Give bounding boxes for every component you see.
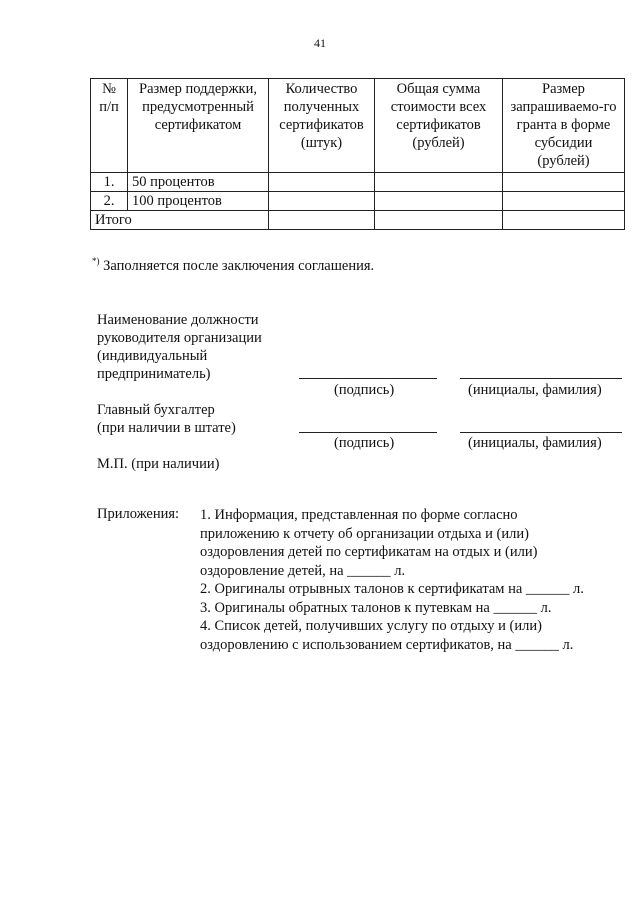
accountant-name-caption: (инициалы, фамилия) bbox=[468, 435, 602, 451]
header-total-cost: Общая сумма стоимости всех сертификатов (рублей) bbox=[375, 79, 503, 173]
row-support-size: 50 процентов bbox=[128, 173, 269, 192]
grant-table bbox=[90, 78, 625, 230]
accountant-label bbox=[97, 401, 236, 437]
table-row bbox=[91, 192, 625, 211]
head-position-label bbox=[97, 311, 262, 383]
row-grant-cell bbox=[503, 192, 625, 211]
head-label-line: предприниматель) bbox=[97, 366, 211, 382]
head-name-line bbox=[460, 378, 622, 379]
page-number: 41 bbox=[314, 36, 326, 50]
appendix-line: приложению к отчету об организации отдыха и (или) bbox=[200, 525, 529, 542]
head-label-line: руководителя организации bbox=[97, 330, 262, 346]
table-row bbox=[91, 173, 625, 192]
header-certificate-count: Количество полученных сертификатов (штук) bbox=[269, 79, 375, 173]
accountant-label-line: Главный бухгалтер bbox=[97, 402, 215, 418]
total-count-cell bbox=[269, 211, 375, 230]
appendix-line: 4. Список детей, получивших услугу по отдыху и (или) bbox=[200, 618, 542, 634]
header-support-size: Размер поддержки, предусмотренный сертификатом bbox=[128, 79, 269, 173]
row-cost-cell bbox=[375, 192, 503, 211]
appendices-label: Приложения: bbox=[97, 506, 180, 522]
row-cost-cell bbox=[375, 173, 503, 192]
total-grant-cell bbox=[503, 211, 625, 230]
head-signature-caption: (подпись) bbox=[334, 382, 395, 398]
appendices-list bbox=[200, 506, 620, 654]
appendix-line: оздоровлению с использованием сертификатов, на ______ л. bbox=[200, 636, 574, 653]
accountant-label-line: (при наличии в штате) bbox=[97, 420, 236, 436]
appendix-line: оздоровление детей, на ______ л. bbox=[200, 562, 406, 579]
table-total-row bbox=[91, 211, 625, 230]
head-label-line: (индивидуальный bbox=[97, 348, 208, 364]
appendix-line: оздоровления детей по сертификатам на отдых и (или) bbox=[200, 544, 538, 560]
header-number: № п/п bbox=[91, 79, 128, 173]
head-signature-line bbox=[299, 378, 437, 379]
table-header-row bbox=[91, 79, 625, 173]
appendix-line: 1. Информация, представленная по форме согласно bbox=[200, 507, 518, 523]
accountant-name-line bbox=[460, 432, 622, 433]
accountant-signature-caption: (подпись) bbox=[334, 435, 395, 451]
row-count-cell bbox=[269, 173, 375, 192]
footnote-text: Заполняется после заключения соглашения. bbox=[103, 258, 375, 274]
appendix-line: 3. Оригиналы обратных талонов к путевкам на ______ л. bbox=[200, 599, 552, 616]
appendix-line: 2. Оригиналы отрывных талонов к сертификатам на ______ л. bbox=[200, 581, 584, 597]
head-name-caption: (инициалы, фамилия) bbox=[468, 382, 602, 398]
total-cost-cell bbox=[375, 211, 503, 230]
seal-label: М.П. (при наличии) bbox=[97, 456, 220, 472]
head-label-line: Наименование должности bbox=[97, 312, 259, 328]
row-support-size: 100 процентов bbox=[128, 192, 269, 211]
row-number: 1. bbox=[91, 173, 128, 192]
row-grant-cell bbox=[503, 173, 625, 192]
accountant-signature-line bbox=[299, 432, 437, 433]
row-number: 2. bbox=[91, 192, 128, 211]
footnote-marker: *) bbox=[92, 256, 100, 266]
footnote bbox=[92, 258, 374, 275]
header-grant-size: Размер запрашиваемо-го гранта в форме субсидии (рублей) bbox=[503, 79, 625, 173]
total-label: Итого bbox=[91, 211, 269, 230]
row-count-cell bbox=[269, 192, 375, 211]
